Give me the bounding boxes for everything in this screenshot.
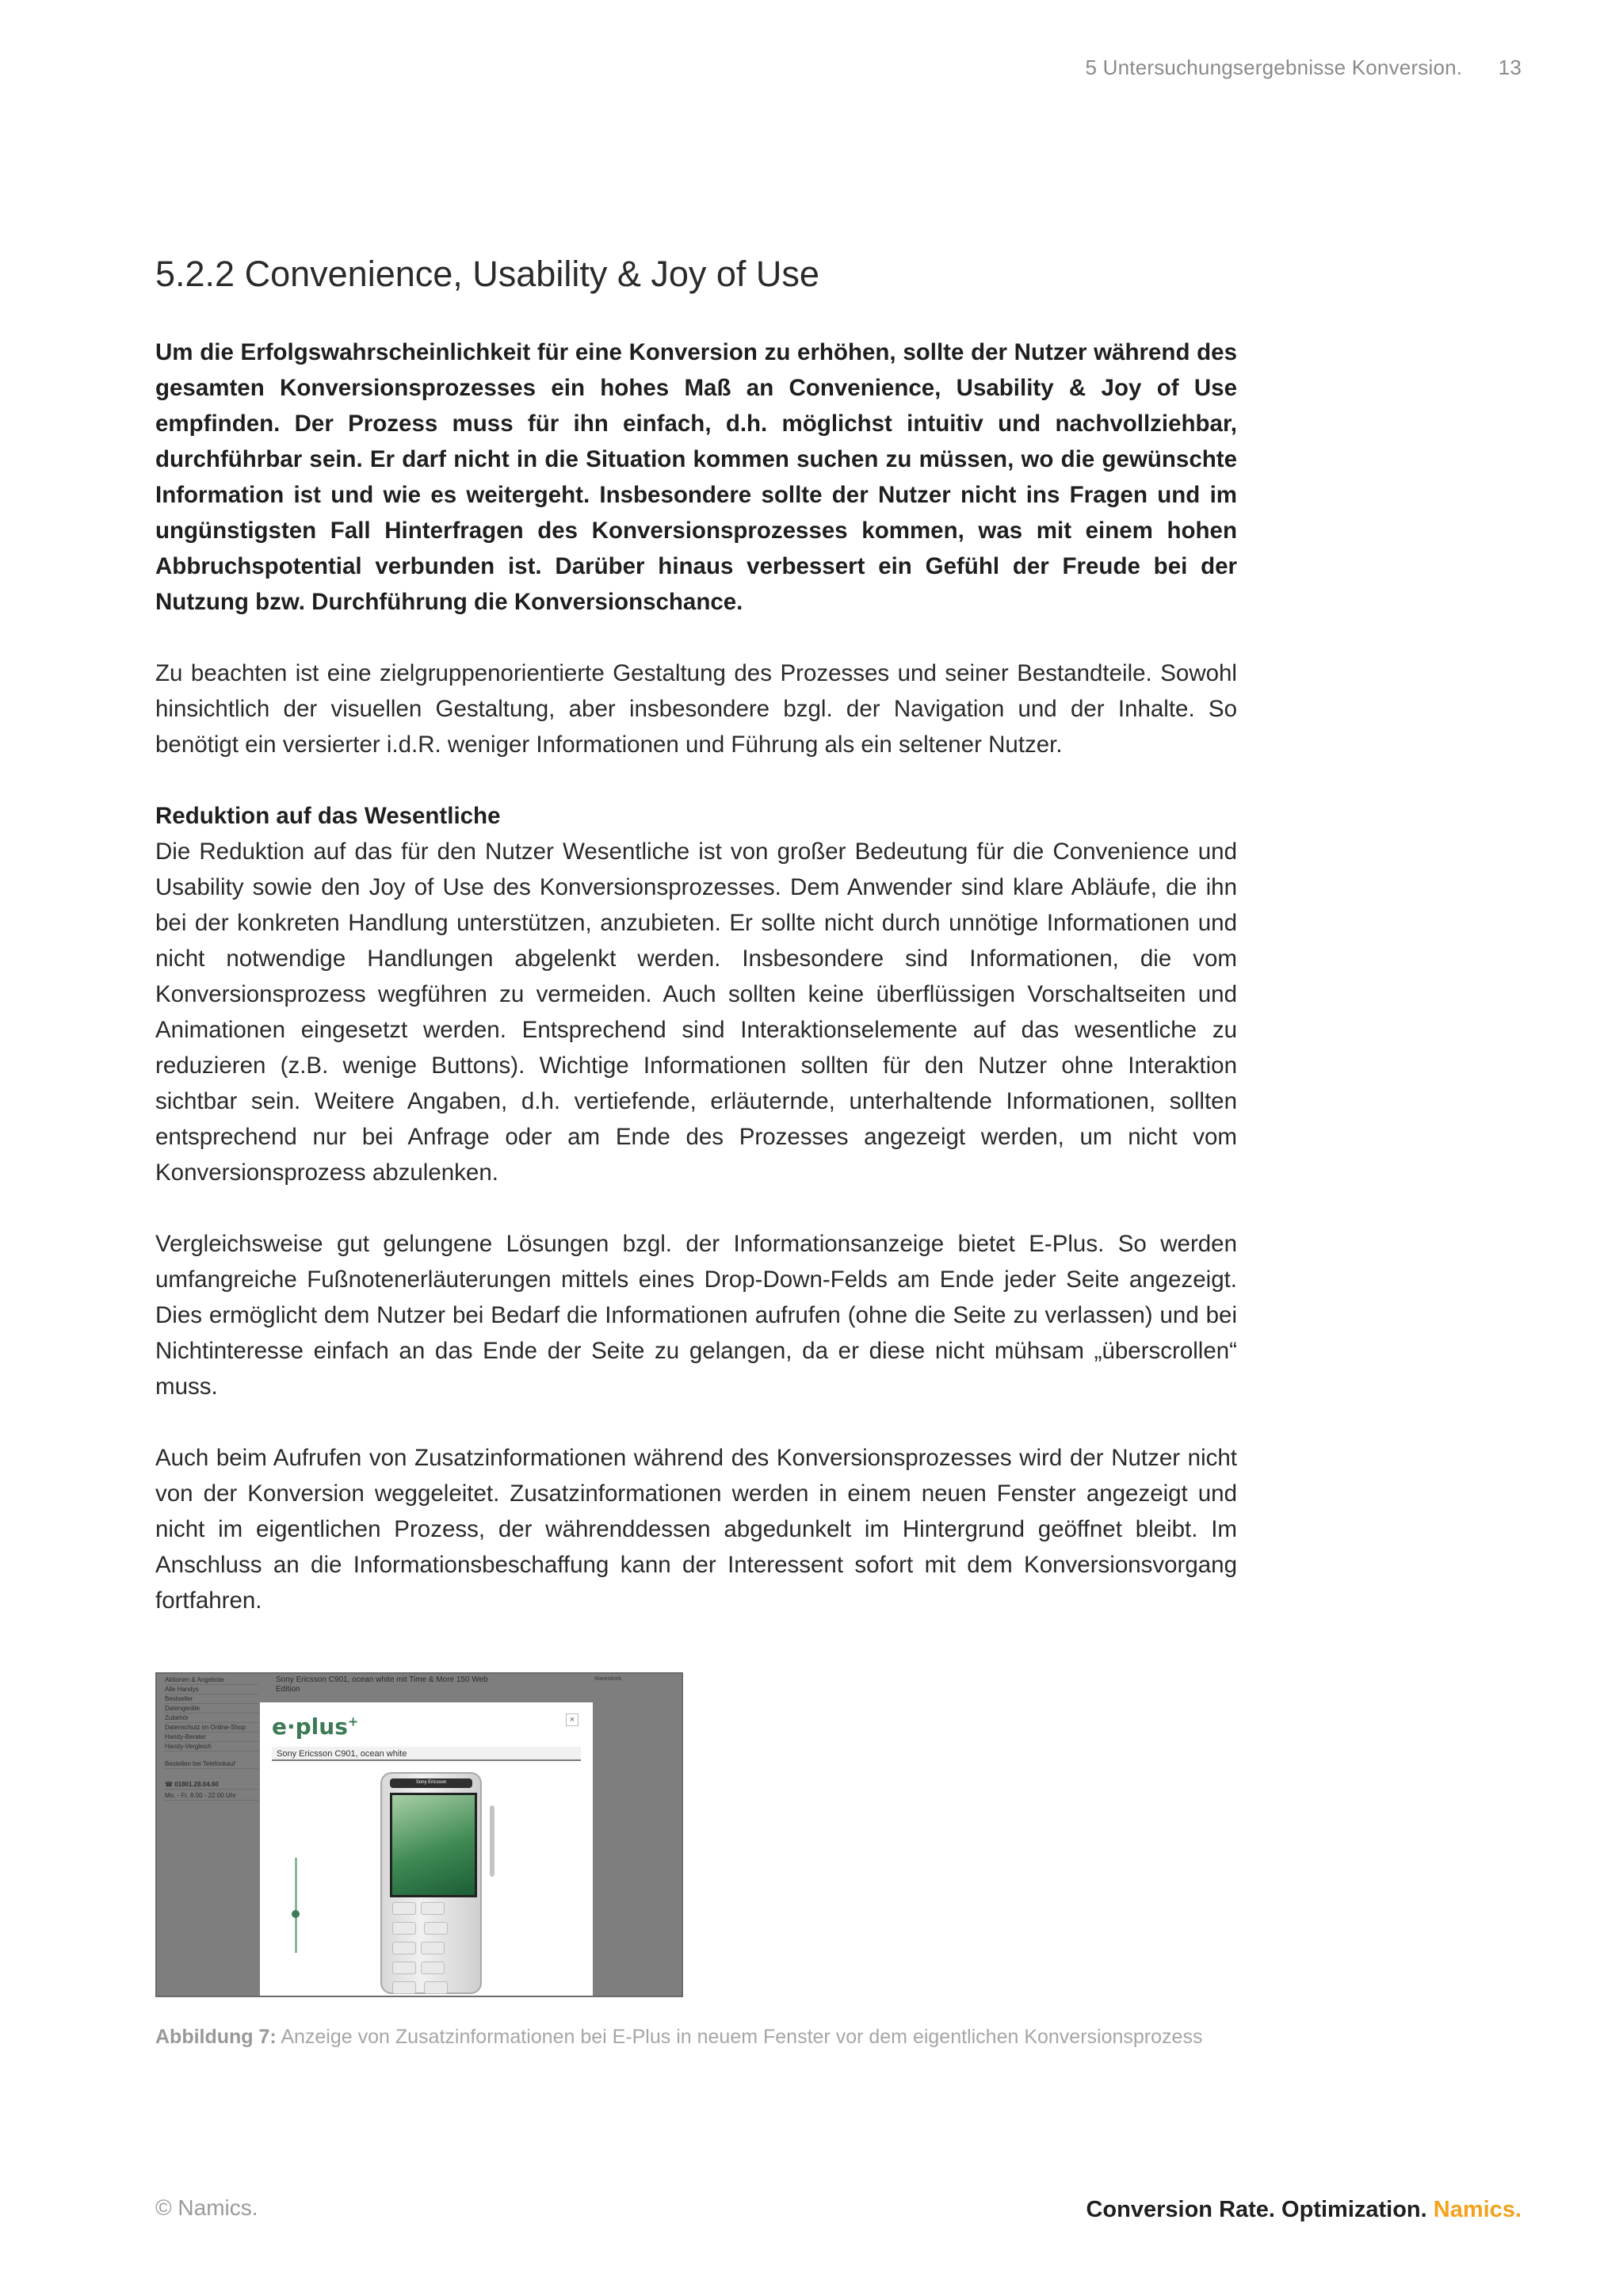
- phone-image: [380, 1772, 482, 1994]
- phone-side-button: [490, 1805, 495, 1877]
- main-content: [155, 254, 1237, 1618]
- figure-sidebar-item: Alle Handys: [165, 1685, 258, 1694]
- paragraph-eplus-example: Vergleichsweise gut gelungene Lösungen bzgl. der Informationsanzeige bietet E-Plus. So werden umfangreiche Fußnotenerläuterungen mittels eines Drop-Down-Felds am Ende jeder Seite angezeigt. Dies ermöglicht dem Nutzer bei Bedarf die Informationen aufrufen (ohne die Seite zu verlassen) und bei Nichtinteresse einfach an das Ende der Seite zu gelangen, da er diese nicht mühsam „überscrollen“ muss.: [155, 1231, 1237, 1400]
- figure-sidebar-item: Zubehör: [165, 1713, 258, 1723]
- subheading-reduction: Reduktion auf das Wesentliche: [155, 803, 501, 829]
- close-icon: ×: [566, 1713, 579, 1726]
- figure-cart-label: Warenkorb: [594, 1676, 621, 1682]
- figure-phone-number: ☎ 01801.28.04.60: [165, 1780, 258, 1790]
- figure-model-bar: Sony Ericsson C901, ocean white: [272, 1747, 581, 1761]
- figure-info-modal: [260, 1702, 593, 1996]
- figure-sidebar: [165, 1675, 258, 1801]
- footer-tagline: [1086, 2197, 1522, 2223]
- section-heading: 5.2.2 Convenience, Usability & Joy of Use: [155, 254, 819, 294]
- figure-sidebar-item: Bestellen bei Telefonkauf: [165, 1759, 258, 1769]
- eplus-logo: e·plus+: [272, 1713, 359, 1740]
- figure-caption: [155, 2019, 1237, 2055]
- lead-paragraph: Um die Erfolgswahrscheinlichkeit für eine Konversion zu erhöhen, sollte der Nutzer während des gesamten Konversionsprozesses ein hohes Maß an Convenience, Usability & Joy of Use empfinden. Der Prozess muss für ihn einfach, d.h. möglichst intuitiv und nachvollziehbar, durchführbar sein. Er darf nicht in die Situation kommen suchen zu müssen, wo die gewünschte Information ist und wie es weitergeht. Insbesondere sollte der Nutzer nicht ins Fragen und im ungünstigsten Fall Hinterfragen des Konversionsprozesses kommen, was mit einem hohen Abbruchspotential verbunden ist. Darüber hinaus verbessert ein Gefühl der Freude bei der Nutzung bzw. Durchführung die Konversionschance.: [155, 339, 1237, 615]
- paragraph-additional-info: Auch beim Aufrufen von Zusatzinformationen während des Konversionsprozesses wird der Nutzer nicht von der Konversion weggeleitet. Zusatzinformationen werden in einem neuen Fenster angezeigt und nicht im eigentlichen Prozess, der währenddessen abgedunkelt im Hintergrund geöffnet bleibt. Im Anschluss an die Informationsbeschaffung kann der Interessent sofort mit dem Konversionsvorgang fortfahren.: [155, 1445, 1237, 1614]
- chapter-title: 5 Untersuchungsergebnisse Konversion.: [1085, 55, 1463, 79]
- caption-text: Anzeige von Zusatzinformationen bei E-Plus in neuem Fenster vor dem eigentlichen Konversionsprozess: [281, 2026, 1203, 2048]
- figure-hours: Mo. - Fr. 8.00 - 22.00 Uhr: [165, 1791, 258, 1801]
- paragraph-reduction: Die Reduktion auf das für den Nutzer Wesentliche ist von großer Bedeutung für die Convenience und Usability sowie den Joy of Use des Konversionsprozesses. Dem Anwender sind klare Abläufe, die ihn bei der konkreten Handlung unterstützen, anzubieten. Er sollte nicht durch unnötige Informationen und nicht notwendige Handlungen abgelenkt werden. Insbesondere sind Informationen, die vom Konversionsprozess wegführen zu vermeiden. Auch sollten keine überflüssigen Vorschaltseiten und Animationen eingesetzt werden. Entsprechend sind Interaktionselemente auf das wesentliche zu reduzieren (z.B. wenige Buttons). Wichtige Informationen sollten für den Nutzer ohne Interaktion sichtbar sein. Weitere Angaben, d.h. vertiefende, erläuternde, unterhaltende Informationen, sollten entsprechend nur bei Anfrage oder am Ende des Prozesses angezeigt werden, um nicht vom Konversionsprozess abzulenken.: [155, 839, 1237, 1186]
- phone-screen: [390, 1793, 477, 1897]
- figure-sidebar-item: Handy-Vergleich: [165, 1742, 258, 1752]
- zoom-slider-knob: [292, 1910, 300, 1918]
- zoom-slider-track: [295, 1858, 297, 1953]
- figure-sidebar-item: Datenschutz im Online-Shop: [165, 1723, 258, 1733]
- running-head: [1086, 55, 1522, 80]
- caption-label: Abbildung 7:: [155, 2026, 277, 2048]
- footer-copyright: © Namics.: [155, 2195, 258, 2220]
- phone-keypad: [390, 1901, 472, 1983]
- figure-sidebar-item: Datengeräte: [165, 1704, 258, 1713]
- figure-sidebar-item: Bestseller: [165, 1694, 258, 1704]
- figure-sidebar-item: Handy-Berater: [165, 1733, 258, 1742]
- paragraph-target-group: Zu beachten ist eine zielgruppenorientierte Gestaltung des Prozesses und seiner Bestandteile. Sowohl hinsichtlich der visuellen Gestaltung, aber insbesondere bzgl. der Navigation und der Inhalte. So benötigt ein versierter i.d.R. weniger Informationen und Führung als ein seltener Nutzer.: [155, 660, 1237, 758]
- eplus-screenshot-figure: [155, 1672, 683, 1997]
- page-number: 13: [1498, 55, 1522, 79]
- footer-brand: Namics.: [1433, 2197, 1522, 2222]
- figure-sidebar-item: Aktionen & Angebote: [165, 1675, 258, 1685]
- footer-tagline-text: Conversion Rate. Optimization.: [1086, 2197, 1427, 2222]
- phone-brand-label: Sony Ericsson: [415, 1780, 447, 1785]
- phone-brand-strip: [390, 1778, 472, 1788]
- figure-product-title: Sony Ericsson C901, ocean white mit Time & More 150 Web Edition: [276, 1675, 488, 1694]
